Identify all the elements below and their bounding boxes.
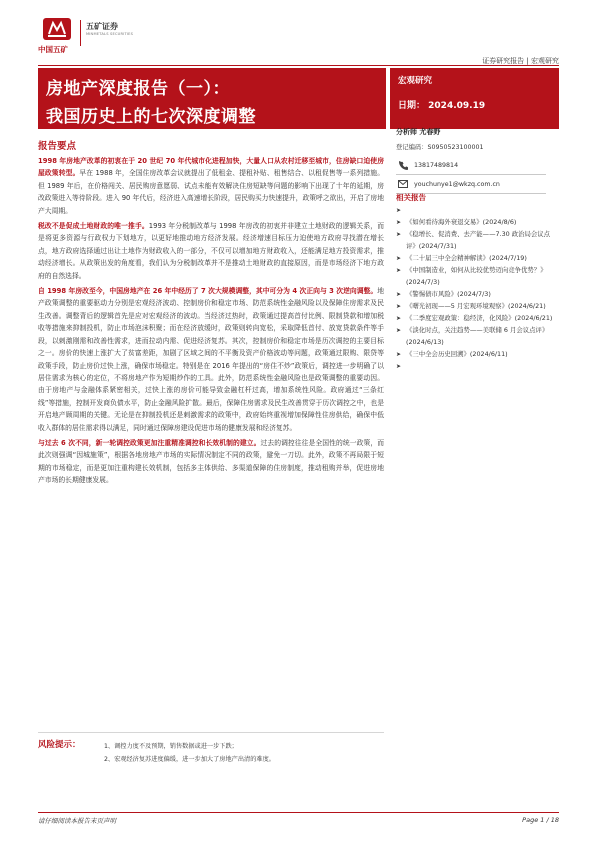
arrow-icon: ➤	[396, 207, 402, 214]
related-reports-list	[396, 205, 558, 373]
summary-paragraph	[38, 155, 384, 217]
related-report-item[interactable]	[396, 301, 558, 313]
contact-separator	[396, 174, 546, 175]
related-report-title: 《曙光初现——5 月宏观环境观察》(2024/6/21)	[406, 301, 546, 310]
report-type: 宏观研究	[398, 76, 433, 86]
related-report-title: 《中国制造业，如何从比较优势迈向竞争优势？》(2024/7/3)	[406, 265, 547, 286]
arrow-icon: ➤	[396, 326, 402, 334]
company-logo	[38, 14, 158, 54]
related-report-item[interactable]	[396, 325, 558, 348]
related-report-item[interactable]	[396, 205, 558, 217]
report-title-line2: 我国历史上的七次深度调整	[46, 107, 256, 127]
related-report-title: 《二季度宏观政策：稳经济，化风险》(2024/6/21)	[406, 313, 553, 322]
risk-label: 风险提示：	[38, 740, 81, 750]
date-label: 日期：	[398, 101, 426, 111]
arrow-icon: ➤	[396, 266, 402, 274]
paragraph-lead: 1998 年房地产改革的初衷在于 20 世纪 70 年代城市化进程加快，大量人口从农村迁移至城市，住房缺口迫使房屋政策转型。	[38, 157, 384, 178]
risk-list	[104, 740, 394, 766]
related-report-title: 《三中全会历史回溯》(2024/6/11)	[406, 349, 508, 358]
related-report-item[interactable]	[396, 289, 558, 301]
arrow-icon: ➤	[396, 231, 402, 239]
analyst-name: 分析师 尤春野	[396, 128, 441, 136]
report-date	[398, 98, 485, 111]
risk-item: 2、宏观经济复苏进度偏缓，进一步加大了房地产出清的难度。	[104, 756, 275, 763]
phone-icon	[396, 161, 410, 170]
analyst-registration: 登记编码：S0950523100001	[396, 144, 484, 151]
arrow-icon: ➤	[396, 290, 402, 298]
phone-row	[396, 157, 561, 173]
related-heading: 相关报告	[396, 193, 426, 202]
related-report-item[interactable]	[396, 313, 558, 325]
related-report-item[interactable]	[396, 349, 558, 361]
phone-number: 13817489814	[414, 161, 459, 169]
related-report-item[interactable]	[396, 265, 558, 288]
paragraph-lead: 与过去 6 次不同，新一轮调控政策更加注重精准调控和长效机制的建立。	[38, 438, 261, 447]
related-report-title: 《淡化时点，关注趋势——美联储 6 月会议点评》(2024/6/13)	[406, 325, 549, 346]
logo-divider	[80, 20, 81, 46]
paragraph-lead: 自 1998 年房改至今，中国房地产在 26 年中经历了 7 次大规模调整，其中可分为 4 次正向与 3 次逆向调整。	[38, 287, 378, 296]
related-report-title: 《稳增长、促消费、去产能——7.30 政治局会议点评》(2024/7/31)	[406, 230, 551, 250]
related-report-item[interactable]	[396, 361, 558, 373]
report-tag: 证券研究报告 | 宏观研究	[482, 57, 559, 65]
related-report-item[interactable]	[396, 217, 558, 229]
paragraph-body: 1993 年分税制改革与 1998 年房改的初衷并非建立土地财政的逻辑关系，而是将更多资源与行政权力下划地方，以更好地推动地方经济发展。经济增速目标压力迫使地方政府寻找潜在增长点，地方政府选择通过出让土地作为财政收入的一部分，不仅可以增加地方财政收入，还能满足地方投资需求，推动经济增长。从政策出发的角度看，我们认为分税制改革并不是推动土地财政的直接原因，而是市场经济下地方政府的自然选择。	[38, 222, 385, 280]
brand-name-en: MINMETALS SECURITIES	[86, 32, 134, 36]
related-report-title: 《如何看待海外衰退交易》(2024/8/6)	[406, 218, 517, 227]
logo-name: 中国五矿	[38, 45, 68, 54]
related-report-item[interactable]	[396, 229, 558, 252]
arrow-icon: ➤	[396, 254, 402, 262]
email-icon	[396, 180, 410, 188]
paragraph-body: 过去的调控往往是全国性的统一政策，而此次则强调“因城施策”，根据各地房地产市场的实际情况制定不同的政策，避免一刀切。此外，政策不再局限于短期的市场稳定，而是更加注重构建长效机制，包括多主体供给、多渠道保障的住房制度，推动租购并举，促进房地产市场的长期健康发展。	[38, 438, 384, 485]
risk-item: 1、调控力度不及预期，销售数据或进一步下跌；	[104, 743, 238, 750]
analyst-info	[396, 127, 561, 195]
page-number: Page 1 / 18	[522, 816, 559, 824]
email-address[interactable]: youchunye1@wkzq.com.cn	[414, 180, 500, 188]
footer-disclaimer: 请仔细阅读本报告末页声明	[38, 817, 116, 825]
email-row	[396, 176, 561, 192]
summary-paragraph	[38, 285, 384, 434]
brand-name: 五矿证券	[86, 22, 118, 31]
risk-divider	[38, 732, 384, 733]
minmetals-logo-icon	[42, 16, 72, 42]
related-report-title: 《警惕债市风险》(2024/7/3)	[406, 289, 491, 298]
summary-paragraph	[38, 437, 384, 487]
paragraph-lead: 税改不是促成土地财政的唯一推手。	[38, 222, 149, 231]
paragraph-body: 地产政策调整的重要驱动力分别是宏观经济波动、控制房价和稳定市场、防范系统性金融风险以及保障住房需求及民生改善。调整背后的逻辑首先是应对宏观经济的波动。当经济过热时，政策通过提高首付比例、限制贷款和增加税收等措施来抑制投机，防止市场泡沫积聚；而在经济放缓时，政策则转向宽松，采取降低首付、放宽贷款条件等手段，以刺激刚需和改善性需求，进而拉动内需、促进经济复苏。其次，控制房价和稳定市场是历次调控的主要目标之一。房价的快速上涨扩大了贫富差距，加剧了区域之间的不平衡及资产价格波动等问题，政策通过限购、限贷等政策手段，防止房价过快上涨，确保市场稳定。特别是在 2016 年提出的“房住不炒”政策后，调控进一步明确了以居住需求为核心的定位，不将房地产作为短期炒作的工具。此外，防范系统性金融风险也是政策调整的重要动因。由于房地产与金融体系紧密相关，过快上涨的房价可能导致金融杠杆过高，增加系统性风险。政府通过“三条红线”等措施，控制开发商负债水平，防止金融风险扩散。最后，保障住房需求及民生改善贯穿于历次调控之中，也是开启地产顾周期的关键。无论是在抑制投机还是刺激需求的政策中，政府始终重视增加保障性住房供给，确保中低收入群体的居住需求得以满足，同时通过保障房建设促进市场的健康发展和经济复苏。	[38, 287, 384, 432]
header-divider	[38, 65, 559, 66]
summary-body	[38, 155, 384, 490]
summary-heading: 报告要点	[38, 141, 77, 152]
title-banner	[38, 68, 386, 129]
paragraph-body: 早在 1988 年，全国住房改革会议就提出了低租金、提租补贴、租售结合、以租促售等一系列措施。但 1989 年后，在价格闯关、居民购房意愿弱、试点未能有效解决住房短缺等问题的影响下出现了十年的延期，房改政策进入等待阶段。进入 90 年代后，经济进入高速增长阶段，居民购买力快速提升，政策呼之欲出，开启了房地产大周期。	[38, 169, 385, 215]
arrow-icon: ➤	[396, 302, 402, 310]
info-banner	[390, 68, 559, 129]
related-report-title: 《二十届三中全会精神解读》(2024/7/19)	[406, 253, 527, 262]
footer-divider	[38, 812, 559, 813]
arrow-icon: ➤	[396, 314, 402, 322]
arrow-icon: ➤	[396, 350, 402, 358]
date-value: 2024.09.19	[428, 101, 486, 111]
report-title-line1: 房地产深度报告（一）：	[46, 79, 230, 99]
arrow-icon: ➤	[396, 219, 402, 227]
summary-paragraph	[38, 220, 384, 282]
arrow-icon: ➤	[396, 362, 402, 370]
related-report-item[interactable]	[396, 253, 558, 265]
